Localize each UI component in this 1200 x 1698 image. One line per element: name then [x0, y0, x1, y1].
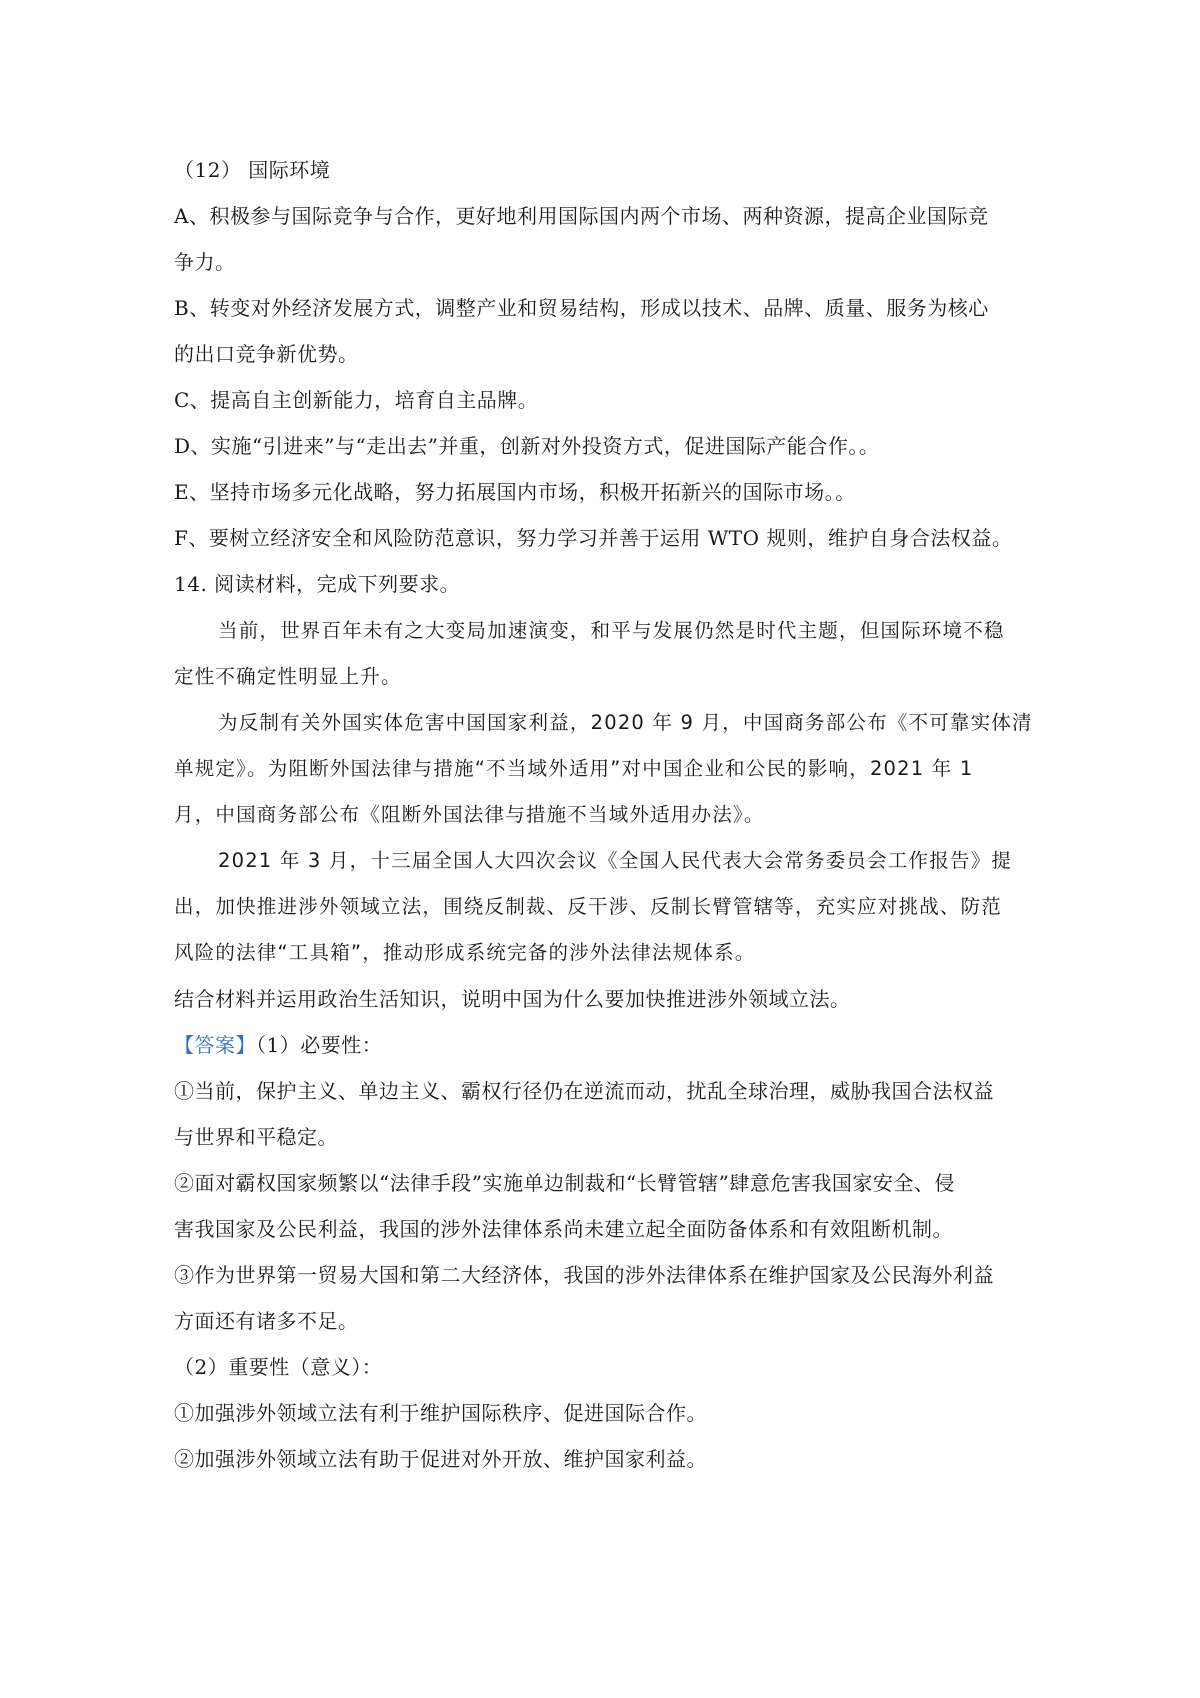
- material-3-line-2: 出，加快推进涉外领域立法，围绕反制裁、反干涉、反制长臂管辖等，充实应对挑战、防范: [174, 895, 1003, 918]
- item-b-line-2: 的出口竞争新优势。: [174, 342, 359, 366]
- material-1-line-2: 定性不确定性明显上升。: [174, 665, 402, 688]
- answer-header: [174, 1030, 1034, 1060]
- answer-2-2: ②加强涉外领域立法有助于促进对外开放、维护国家利益。: [174, 1447, 707, 1471]
- answer-1-2-line-2: 害我国家及公民利益，我国的涉外法律体系尚未建立起全面防备体系和有效阻断机制。: [174, 1217, 953, 1241]
- item-b-line-1: B、转变对外经济发展方式，调整产业和贸易结构，形成以技术、品牌、质量、服务为核心: [174, 296, 989, 320]
- section-heading: （12） 国际环境: [174, 158, 331, 182]
- question-prompt: 结合材料并运用政治生活知识，说明中国为什么要加快推进涉外领域立法。: [174, 987, 851, 1011]
- answer-1-1-line-1: ①当前，保护主义、单边主义、霸权行径仍在逆流而动，扰乱全球治理，威胁我国合法权益: [174, 1079, 994, 1103]
- answer-tag: 【答案】: [174, 1033, 256, 1057]
- answer-1-1-line-2: 与世界和平稳定。: [174, 1125, 338, 1149]
- answer-1-3-line-2: 方面还有诸多不足。: [174, 1309, 359, 1333]
- material-3-line-3: 风险的法律“工具箱”，推动形成系统完备的涉外法律法规体系。: [174, 941, 756, 964]
- answer-2-1: ①加强涉外领域立法有利于维护国际秩序、促进国际合作。: [174, 1401, 707, 1425]
- material-2-line-3: 月，中国商务部公布《阻断外国法律与措施不当域外适用办法》。: [174, 803, 765, 826]
- material-2-line-1: 为反制有关外国实体危害中国国家利益，2020 年 9 月，中国商务部公布《不可靠实体清: [218, 711, 1033, 734]
- item-f: F、要树立经济安全和风险防范意识，努力学习并善于运用 WTO 规则，维护自身合法权益。: [174, 526, 1013, 550]
- answer-1-3-line-1: ③作为世界第一贸易大国和第二大经济体，我国的涉外法律体系在维护国家及公民海外利益: [174, 1263, 994, 1287]
- answer-part1-heading: （1）必要性：: [256, 1033, 383, 1057]
- material-3-line-1: 2021 年 3 月，十三届全国人大四次会议《全国人民代表大会常务委员会工作报告》提: [218, 849, 1013, 872]
- question-title: 14. 阅读材料，完成下列要求。: [174, 572, 461, 596]
- item-a-line-2: 争力。: [174, 250, 236, 274]
- material-2-line-2: 单规定》。为阻断外国法律与措施“不当域外适用”对中国企业和公民的影响，2021 年 1: [174, 757, 974, 780]
- answer-1-2-line-1: ②面对霸权国家频繁以“法律手段”实施单边制裁和“长臂管辖”肆意危害我国家安全、侵: [174, 1171, 955, 1195]
- answer-part2-heading: （2）重要性（意义）：: [174, 1355, 383, 1379]
- item-d: D、实施“引进来”与“走出去”并重，创新对外投资方式，促进国际产能合作。。: [174, 434, 880, 458]
- material-1-line-1: 当前，世界百年未有之大变局加速演变，和平与发展仍然是时代主题，但国际环境不稳: [218, 619, 1005, 642]
- item-e: E、坚持市场多元化战略，努力拓展国内市场，积极开拓新兴的国际市场。。: [174, 480, 856, 504]
- item-c: C、提高自主创新能力，培育自主品牌。: [174, 388, 539, 412]
- item-a-line-1: A、积极参与国际竞争与合作，更好地利用国际国内两个市场、两种资源，提高企业国际竞: [174, 204, 989, 228]
